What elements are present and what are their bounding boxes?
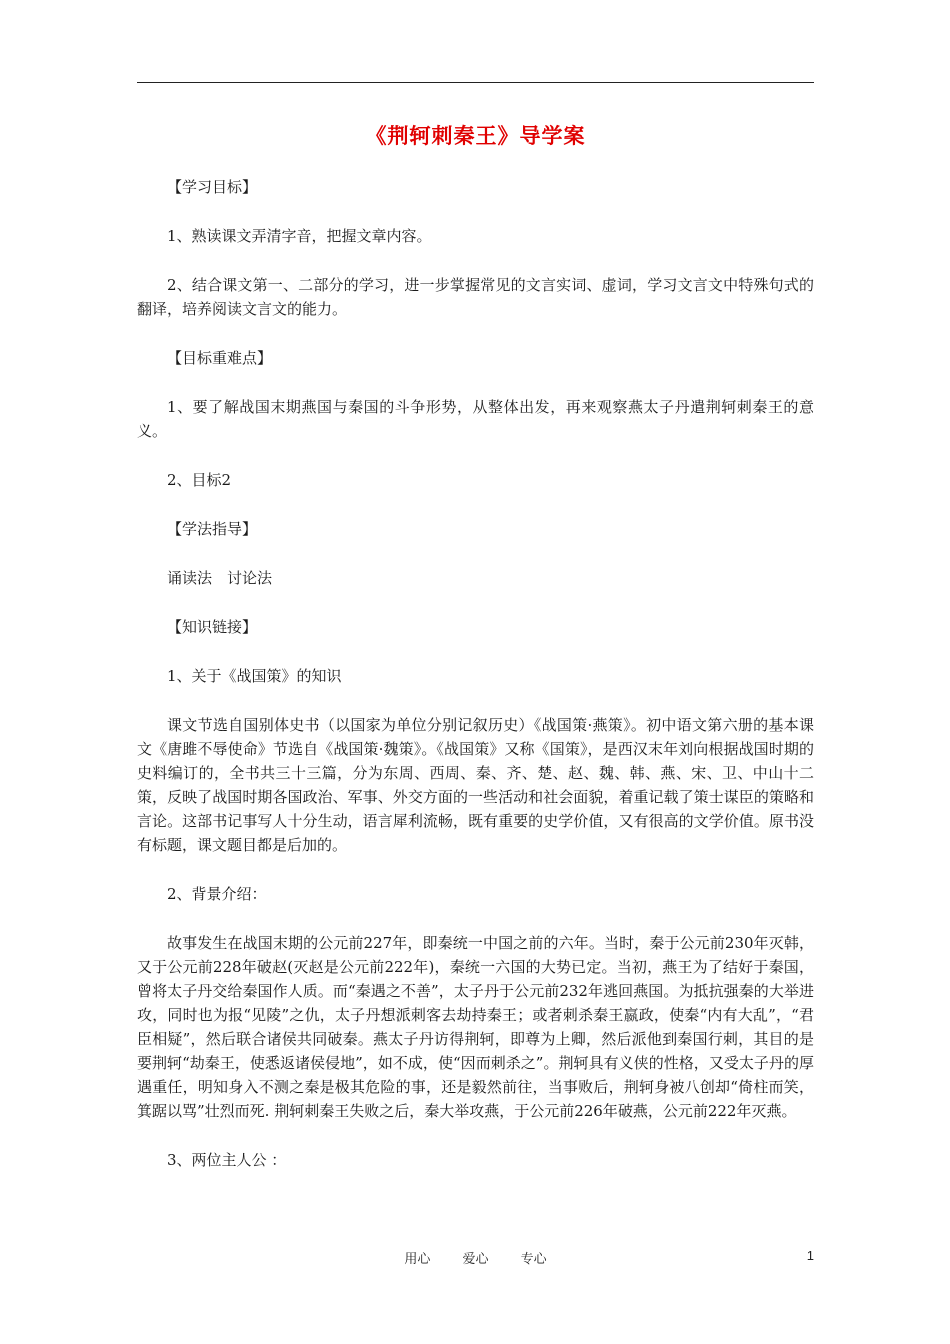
section-heading-learning-goals: 【学习目标】 <box>167 178 258 196</box>
knowledge-item-1: 1、关于《战国策》的知识 <box>167 667 342 685</box>
knowledge-item-2: 2、背景介绍： <box>167 885 267 903</box>
goal-item-2: 2、结合课文第一、二部分的学习，进一步掌握常见的文言实词、虚词，学习文言文中特殊句式的翻译，培养阅读文言文的能力。 <box>137 276 814 318</box>
section-heading-method: 【学法指导】 <box>167 520 258 538</box>
header-rule <box>137 82 814 83</box>
section-heading-key-points: 【目标重难点】 <box>167 349 273 367</box>
knowledge-item-3: 3、两位主人公 ： <box>167 1151 287 1169</box>
footer-item: 用心 <box>404 1252 431 1267</box>
key-point-2: 2、目标2 <box>167 471 232 489</box>
footer-item: 爱心 <box>462 1252 489 1267</box>
goal-item-1: 1、熟读课文弄清字音，把握文章内容。 <box>167 227 432 245</box>
section-heading-knowledge: 【知识链接】 <box>167 618 258 636</box>
footer-item: 专心 <box>520 1252 547 1267</box>
page-footer <box>137 1248 814 1267</box>
method-text: 诵读法 讨论法 <box>167 569 273 587</box>
footer-motto <box>137 1248 814 1267</box>
document-title: 《荆轲刺秦王》导学案 <box>365 124 586 148</box>
page-number: 1 <box>806 1248 814 1263</box>
background-paragraph: 故事发生在战国末期的公元前227年，即秦统一中国之前的六年。当时，秦于公元前230年灭韩，又于公元前228年破赵(灭赵是公元前222年)，秦统一六国的大势已定。当初，燕王为了结好于秦国，曾将太子丹交给秦国作人质。而“秦遇之不善”，太子丹于公元前232年逃回燕国。为抵抗强秦的大举进攻，同时也为报“见陵”之仇，太子丹想派刺客去劫持秦王；或者刺杀秦王嬴政，使秦“内有大乱”，“君臣相疑”，然后联合诸侯共同破秦。燕太子丹访得荆轲，即尊为上卿，然后派他到秦国行刺，其目的是要荆轲“劫秦王，使悉返诸侯侵地”，如不成，使“因而刺杀之”。荆轲具有义侠的性格，又受太子丹的厚遇重任，明知身入不测之秦是极其危险的事，还是毅然前往，当事败后，荆轲身被八创却“倚柱而笑，箕踞以骂”壮烈而死. 荆轲刺秦王失败之后，秦大举攻燕，于公元前226年破燕，公元前222年灭燕。 <box>137 934 814 1120</box>
key-point-1: 1、要了解战国末期燕国与秦国的斗争形势，从整体出发，再来观察燕太子丹遣荆轲刺秦王的意义。 <box>137 398 814 440</box>
zhanguoce-paragraph: 课文节选自国别体史书（以国家为单位分别记叙历史）《战国策·燕策》。初中语文第六册的基本课文《唐雎不辱使命》节选自《战国策·魏策》。《战国策》又称《国策》，是西汉末年刘向根据战国时期的史料编订的，全书共三十三篇，分为东周、西周、秦、齐、楚、赵、魏、韩、燕、宋、卫、中山十二策，反映了战国时期各国政治、军事、外交方面的一些活动和社会面貌，着重记载了策士谋臣的策略和言论。这部书记事写人十分生动，语言犀利流畅，既有重要的史学价值，又有很高的文学价值。原书没有标题，课文题目都是后加的。 <box>137 716 814 854</box>
document-body <box>137 175 814 1197</box>
